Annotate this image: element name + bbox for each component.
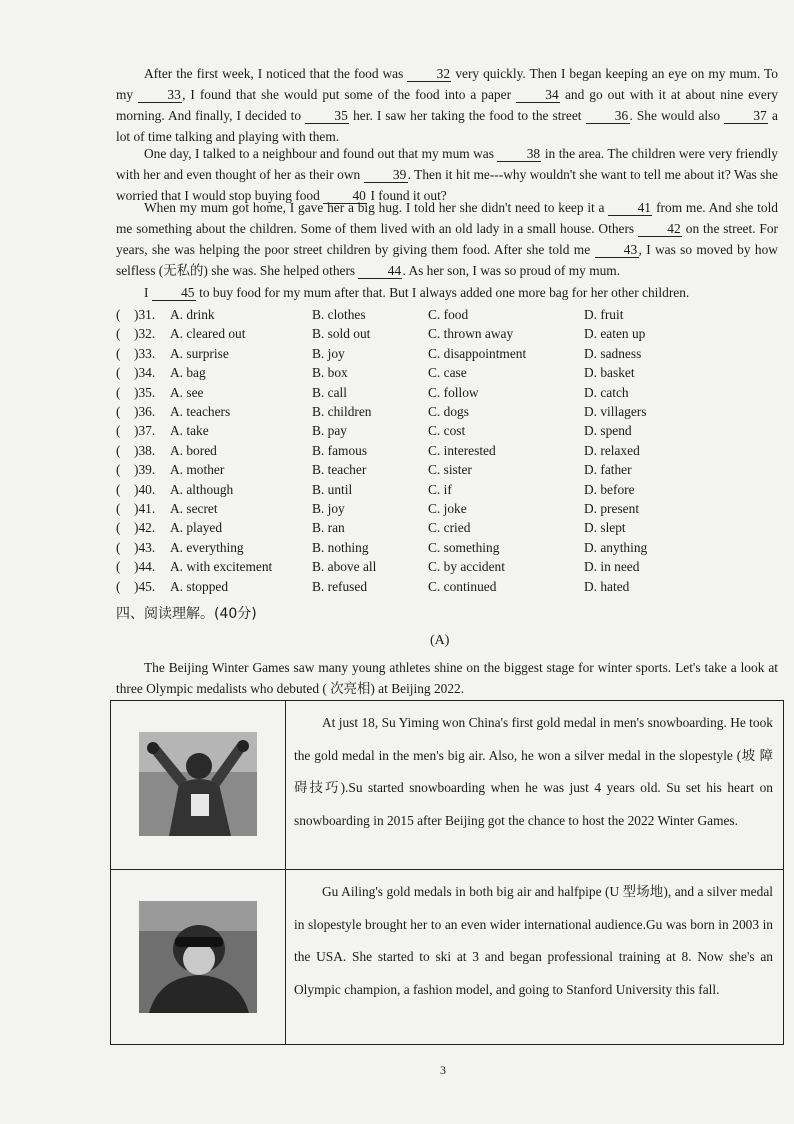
option-c[interactable]: C. dogs — [428, 404, 469, 419]
answer-paren[interactable]: ( — [116, 423, 121, 439]
option-c[interactable]: C. something — [428, 539, 500, 555]
answer-blank[interactable]: 36 — [586, 108, 630, 124]
option-row — [116, 579, 776, 599]
option-a[interactable]: A. teachers — [170, 404, 231, 419]
question-number: )34. — [134, 365, 156, 381]
passage-text: . As her son, I was so proud of my mum. — [402, 263, 621, 278]
question-number: )40. — [134, 481, 156, 497]
option-a[interactable]: A. drink — [170, 307, 215, 322]
option-c[interactable]: C. follow — [428, 384, 479, 400]
question-number: )33. — [134, 345, 156, 361]
passage-paragraph-1 — [116, 63, 778, 147]
passage-paragraph-4 — [116, 282, 778, 303]
passage-text: I — [144, 285, 152, 300]
table-row — [111, 701, 784, 870]
passage-text: to buy food for my mum after that. But I always added one more bag for her other children. — [195, 285, 690, 300]
option-row — [116, 385, 776, 405]
option-a[interactable]: A. secret — [170, 501, 218, 516]
answer-blank[interactable]: 42 — [638, 221, 682, 237]
answer-paren[interactable]: ( — [116, 442, 121, 458]
passage-text: , I found that she would put some of the food into a paper — [182, 87, 516, 102]
option-row — [116, 462, 776, 482]
passage-text: in the area. The children were very friendly with her and even thought of her as their own — [116, 146, 778, 182]
answer-paren[interactable]: ( — [116, 345, 121, 361]
option-d[interactable]: D. relaxed — [584, 442, 640, 458]
option-c[interactable]: C. sister — [428, 462, 472, 478]
passage-text: from me. And she told me something about the children. Some of them lived with an old lady in a small house. Others — [116, 200, 778, 236]
passage-text: and go out with it at about nine every morning. And finally, I decided to — [116, 87, 778, 123]
option-c[interactable]: C. interested — [428, 442, 496, 458]
option-d[interactable]: D. villagers — [584, 404, 647, 419]
athlete-table — [110, 700, 784, 1045]
answer-paren[interactable]: ( — [116, 539, 121, 555]
answer-paren[interactable]: ( — [116, 481, 121, 497]
option-c[interactable]: C. case — [428, 365, 467, 381]
answer-paren[interactable]: ( — [116, 501, 121, 516]
option-a[interactable]: A. cleared out — [170, 326, 246, 342]
answer-blank[interactable]: 41 — [608, 200, 652, 216]
option-c[interactable]: C. cost — [428, 423, 466, 439]
question-number: )32. — [134, 326, 156, 342]
question-number: )36. — [134, 404, 156, 419]
option-d[interactable]: D. present — [584, 501, 640, 516]
option-row — [116, 482, 776, 502]
option-b[interactable]: B. ran — [312, 520, 345, 536]
option-c[interactable]: C. food — [428, 307, 469, 322]
option-row — [116, 326, 776, 346]
athlete-description — [286, 870, 784, 1045]
part-label: (A) — [430, 633, 450, 648]
option-c[interactable]: C. thrown away — [428, 326, 514, 342]
answer-paren[interactable]: ( — [116, 384, 121, 400]
table-row — [111, 870, 784, 1045]
option-a[interactable]: A. surprise — [170, 345, 229, 361]
answer-blank[interactable]: 37 — [724, 108, 768, 124]
answer-paren[interactable]: ( — [116, 404, 121, 419]
option-d[interactable]: D. spend — [584, 423, 632, 439]
question-number: )45. — [134, 578, 156, 594]
option-b[interactable]: B. box — [312, 365, 348, 381]
option-c[interactable]: C. joke — [428, 501, 467, 516]
option-d[interactable]: D. fruit — [584, 307, 624, 322]
option-b[interactable]: B. joy — [312, 501, 345, 516]
option-a[interactable]: A. stopped — [170, 578, 229, 594]
option-c[interactable]: C. continued — [428, 578, 497, 594]
passage-text: . Then it hit me---why wouldn't she want to tell me about it? Was she worried that I would stop buying food — [116, 167, 778, 203]
answer-blank[interactable]: 35 — [305, 108, 349, 124]
option-row — [116, 365, 776, 385]
answer-paren[interactable]: ( — [116, 326, 121, 342]
passage-text: , I was so moved by how selfless (无私的) she was. She helped others — [116, 242, 778, 278]
option-b[interactable]: B. teacher — [312, 462, 367, 478]
section-title: 四、阅读理解。(40分) — [116, 606, 257, 622]
option-row — [116, 559, 776, 579]
passage-text: When my mum got home, I gave her a big hug. I told her she didn't need to keep it a — [144, 200, 609, 215]
passage-text: . She would also — [629, 108, 725, 123]
question-number: )41. — [134, 501, 156, 516]
athlete-photo-cell — [111, 701, 286, 870]
option-d[interactable]: D. in need — [584, 559, 640, 575]
passage-text: After the first week, I noticed that the food was — [144, 66, 408, 81]
option-b[interactable]: B. clothes — [312, 307, 366, 322]
answer-blank[interactable]: 45 — [152, 285, 196, 301]
athlete-text: Gu Ailing's gold medals in both big air and halfpipe (U 型场地), and a silver medal in slopestyle brought her to an even wider international audience.Gu was born in 2003 in the USA. She started to ski at 3 and began professional training at 8. Now she's an Olympic champion, a fashion model, and going to Stanford University this fall. — [294, 884, 773, 997]
answer-blank[interactable]: 44 — [358, 263, 402, 279]
option-row — [116, 404, 776, 424]
answer-blank[interactable]: 34 — [516, 87, 560, 103]
option-d[interactable]: D. basket — [584, 365, 635, 381]
option-b[interactable]: B. sold out — [312, 326, 371, 342]
answer-paren[interactable]: ( — [116, 365, 121, 381]
option-row — [116, 520, 776, 540]
question-number: )38. — [134, 442, 156, 458]
option-d[interactable]: D. slept — [584, 520, 626, 536]
passage-text: very quickly. Then I began keeping an eye on my mum. To my — [116, 66, 778, 102]
option-d[interactable]: D. eaten up — [584, 326, 646, 342]
answer-blank[interactable]: 43 — [595, 242, 639, 258]
athlete-photo-cell — [111, 870, 286, 1045]
answer-blank[interactable]: 32 — [407, 66, 451, 82]
passage-text: on the street. For years, she was helping the poor street children by giving them food. After she told me — [116, 221, 778, 257]
option-c[interactable]: C. if — [428, 481, 452, 497]
question-number: )37. — [134, 423, 156, 439]
option-d[interactable]: D. before — [584, 481, 635, 497]
option-c[interactable]: C. by accident — [428, 559, 505, 575]
athlete-photo-gu-ailing — [139, 901, 257, 1013]
question-number: )43. — [134, 539, 156, 555]
option-a[interactable]: A. bag — [170, 365, 206, 381]
option-row — [116, 423, 776, 443]
option-d[interactable]: D. catch — [584, 384, 629, 400]
option-a[interactable]: A. mother — [170, 462, 225, 478]
option-b[interactable]: B. famous — [312, 442, 368, 458]
option-b[interactable]: B. nothing — [312, 539, 369, 555]
option-d[interactable]: D. father — [584, 462, 632, 478]
option-b[interactable]: B. pay — [312, 423, 347, 439]
answer-blank[interactable]: 39 — [364, 167, 408, 183]
option-a[interactable]: A. although — [170, 481, 234, 497]
option-b[interactable]: B. until — [312, 481, 353, 497]
option-b[interactable]: B. children — [312, 404, 372, 419]
option-row — [116, 346, 776, 366]
answer-paren[interactable]: ( — [116, 559, 121, 575]
option-c[interactable]: C. disappointment — [428, 345, 527, 361]
athlete-text: At just 18, Su Yiming won China's first gold medal in men's snowboarding. He took the gold medal in the men's big air. Also, he won a silver medal in the slopestyle (坡 障碍技巧).Su started snowboarding when he was just 4 years old. Su set his heart on snowboarding in 2015 after Beijing got the chance to host the 2022 Winter Games. — [294, 715, 773, 828]
option-row — [116, 540, 776, 560]
option-a[interactable]: A. bored — [170, 442, 217, 458]
passage-text: a lot of time talking and playing with them. — [116, 108, 779, 144]
option-a[interactable]: A. played — [170, 520, 223, 536]
option-d[interactable]: D. anything — [584, 539, 648, 555]
answer-blank[interactable]: 33 — [138, 87, 182, 103]
option-row — [116, 501, 776, 521]
passage-paragraph-3 — [116, 197, 778, 281]
answer-paren[interactable]: ( — [116, 307, 121, 322]
question-number: )31. — [134, 307, 156, 322]
option-c[interactable]: C. cried — [428, 520, 471, 536]
answer-blank[interactable]: 40 — [323, 188, 367, 204]
question-number: )44. — [134, 559, 156, 575]
answer-paren[interactable]: ( — [116, 520, 121, 536]
reading-intro: The Beijing Winter Games saw many young athletes shine on the biggest stage for winter sports. Let's take a look at three Olympic medalists who debuted ( 次亮相) at Beijing 2022. — [116, 660, 778, 696]
page-number: 3 — [440, 1063, 446, 1077]
option-d[interactable]: D. hated — [584, 578, 630, 594]
option-row — [116, 307, 776, 327]
answer-paren[interactable]: ( — [116, 462, 121, 478]
question-number: )35. — [134, 384, 156, 400]
passage-text: I found it out? — [367, 188, 447, 203]
question-number: )42. — [134, 520, 156, 536]
option-b[interactable]: B. above all — [312, 559, 377, 575]
option-b[interactable]: B. call — [312, 384, 347, 400]
option-d[interactable]: D. sadness — [584, 345, 642, 361]
option-a[interactable]: A. with excitement — [170, 559, 273, 575]
answer-blank[interactable]: 38 — [497, 146, 541, 162]
question-number: )39. — [134, 462, 156, 478]
passage-text: her. I saw her taking the food to the street — [349, 108, 586, 123]
passage-text: One day, I talked to a neighbour and found out that my mum was — [144, 146, 498, 161]
option-row — [116, 443, 776, 463]
option-a[interactable]: A. see — [170, 384, 204, 400]
athlete-description — [286, 701, 784, 870]
answer-paren[interactable]: ( — [116, 578, 121, 594]
option-b[interactable]: B. refused — [312, 578, 368, 594]
athlete-photo-su-yiming — [139, 732, 257, 836]
option-a[interactable]: A. everything — [170, 539, 244, 555]
option-b[interactable]: B. joy — [312, 345, 345, 361]
option-a[interactable]: A. take — [170, 423, 209, 439]
